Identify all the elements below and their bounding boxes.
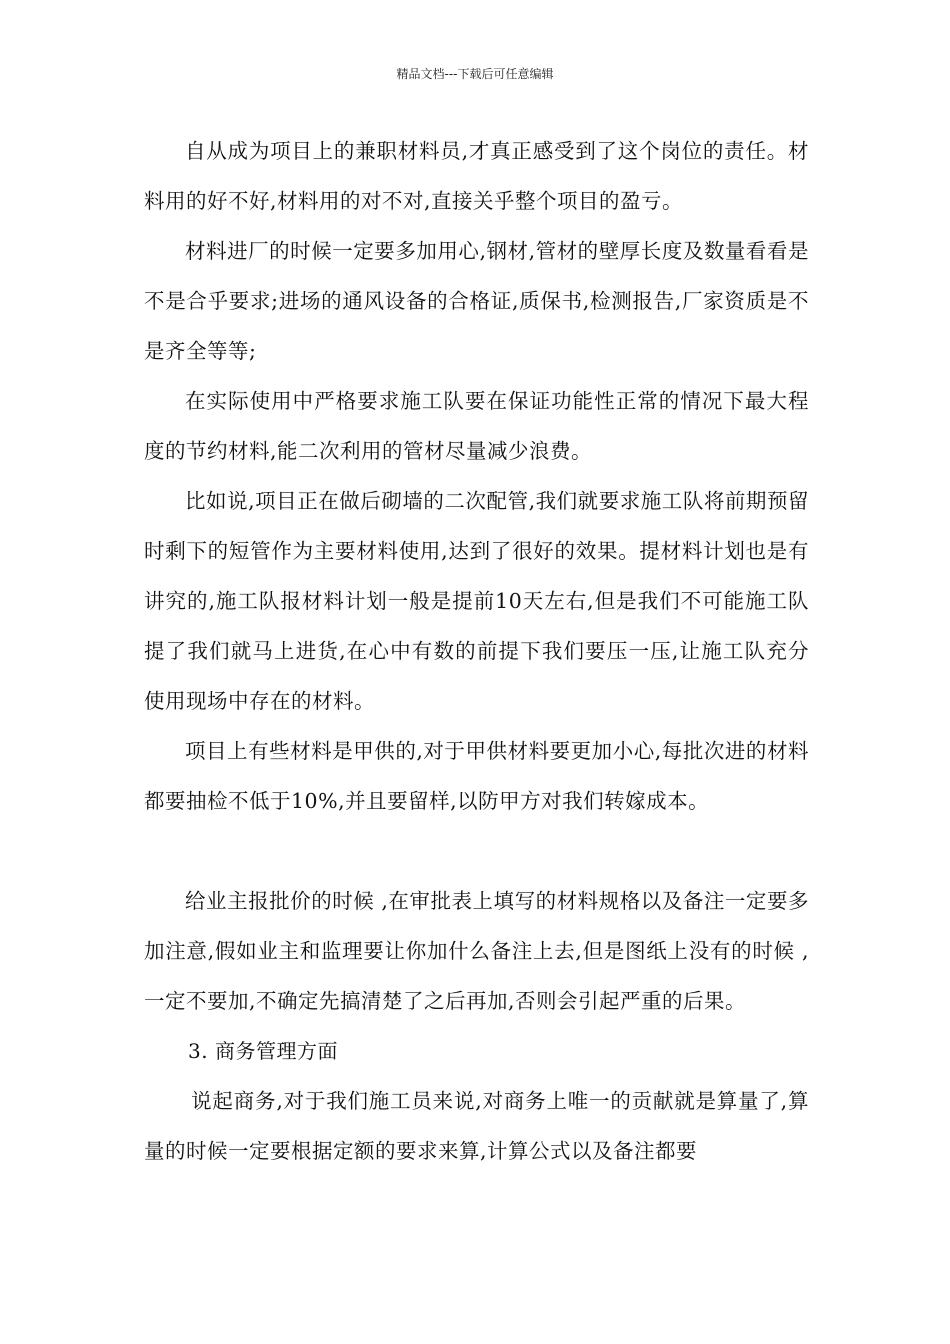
paragraph-material-inspection: 材料进厂的时候一定要多加用心,钢材,管材的壁厚长度及数量看看是不是合乎要求;进场的通风设备的合格证,质保书,检测报告,厂家资质是不是齐全等等; bbox=[144, 239, 809, 363]
page-header-watermark: 精品文档---下载后可任意编辑 bbox=[396, 67, 554, 81]
paragraph-material-role: 自从成为项目上的兼职材料员,才真正感受到了这个岗位的责任。材料用的好不好,材料用的对不对,直接关乎整个项目的盈亏。 bbox=[144, 139, 809, 213]
section-heading-business: 3. 商务管理方面 bbox=[188, 1039, 338, 1063]
paragraph-business-quantity: 说起商务,对于我们施工员来说,对商务上唯一的贡献就是算量了,算量的时候一定要根据定额的要求来算,计算公式以及备注都要 bbox=[144, 1089, 809, 1163]
document-body bbox=[144, 126, 809, 1176]
paragraph-price-approval: 给业主报批价的时候 ,在审批表上填写的材料规格以及备注一定要多加注意,假如业主和监理要让你加什么备注上去,但是图纸上没有的时候 ,一定不要加,不确定先搞清楚了之后再加,否则会引起严重的后果。 bbox=[144, 889, 809, 1013]
paragraph-material-planning: 比如说,项目正在做后砌墙的二次配管,我们就要求施工队将前期预留时剩下的短管作为主要材料使用,达到了很好的效果。提材料计划也是有讲究的,施工队报材料计划一般是提前10天左右,但是我们不可能施工队提了我们就马上进货,在心中有数的前提下我们要压一压,让施工队充分使用现场中存在的材料。 bbox=[144, 489, 809, 713]
paragraph-supplied-materials: 项目上有些材料是甲供的,对于甲供材料要更加小心,每批次进的材料都要抽检不低于10%,并且要留样,以防甲方对我们转嫁成本。 bbox=[144, 739, 809, 813]
paragraph-material-saving: 在实际使用中严格要求施工队要在保证功能性正常的情况下最大程度的节约材料,能二次利用的管材尽量减少浪费。 bbox=[144, 389, 809, 463]
